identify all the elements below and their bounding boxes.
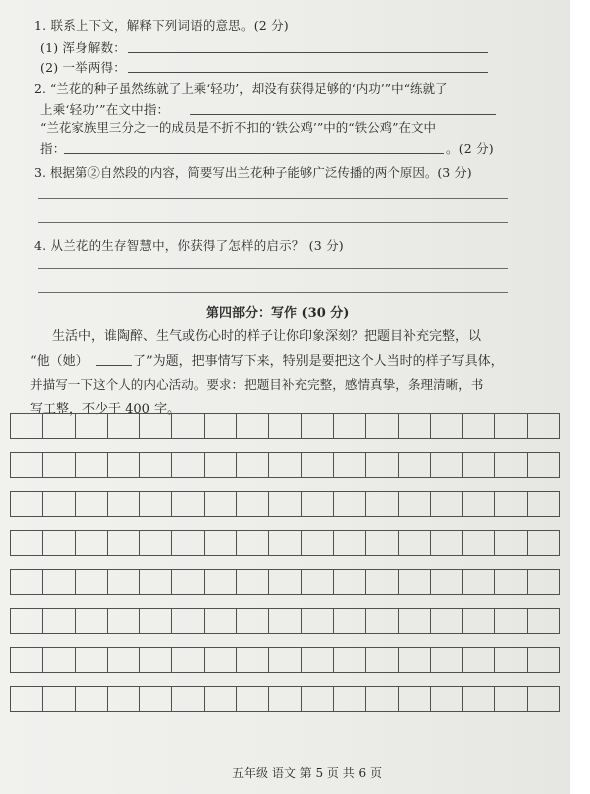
grid-cell[interactable] [431,492,463,516]
answer-line-2-2[interactable] [64,153,444,154]
grid-cell[interactable] [366,648,398,672]
grid-row [10,530,560,556]
grid-cell[interactable] [237,531,269,555]
question-2-line-3: “兰花家族里三分之一的成员是不折不扣的‘铁公鸡’”中的“铁公鸡”在文中 [40,120,437,135]
grid-cell[interactable] [495,531,527,555]
grid-cell[interactable] [334,414,366,438]
writing-section-heading: 第四部分：写作 (30 分) [206,306,350,321]
grid-cell[interactable] [528,687,560,711]
grid-cell[interactable] [495,414,527,438]
grid-cell[interactable] [140,414,172,438]
grid-cell[interactable] [399,453,431,477]
grid-cell[interactable] [463,687,495,711]
grid-cell[interactable] [399,414,431,438]
question-1-item-2: (2) 一举两得： [40,60,126,75]
grid-cell[interactable] [172,687,204,711]
grid-cell[interactable] [76,609,108,633]
grid-cell[interactable] [463,609,495,633]
grid-cell[interactable] [431,609,463,633]
grid-cell[interactable] [76,492,108,516]
grid-cell[interactable] [108,609,140,633]
grid-cell[interactable] [366,414,398,438]
composition-grid[interactable] [10,413,560,723]
grid-cell[interactable] [463,492,495,516]
grid-cell[interactable] [140,531,172,555]
grid-cell[interactable] [269,648,301,672]
grid-cell[interactable] [43,492,75,516]
writing-prompt-line-2b: 了”为题，把事情写下来，特别是要把这个人当时的样子写具体， [133,354,504,369]
grid-cell[interactable] [431,648,463,672]
grid-row [10,491,560,517]
grid-cell[interactable] [205,609,237,633]
grid-row [10,569,560,595]
question-1-item-1: (1) 浑身解数： [40,40,126,55]
grid-row [10,413,560,439]
grid-cell[interactable] [463,453,495,477]
writing-prompt-line-3: 并描写一下这个人的内心活动。要求：把题目补充完整，感情真挚，条理清晰，书 [30,377,484,392]
grid-cell[interactable] [302,453,334,477]
grid-cell[interactable] [495,648,527,672]
grid-cell[interactable] [108,453,140,477]
grid-cell[interactable] [172,609,204,633]
grid-cell[interactable] [205,570,237,594]
question-2-line-4-label: 指： [40,141,66,156]
grid-cell[interactable] [205,414,237,438]
title-blank[interactable] [96,365,132,366]
grid-cell[interactable] [108,570,140,594]
grid-cell[interactable] [43,570,75,594]
grid-cell[interactable] [205,648,237,672]
grid-cell[interactable] [334,570,366,594]
grid-cell[interactable] [302,570,334,594]
question-2-line-2: 上乘‘轻功’”在文中指： [40,102,170,117]
grid-cell[interactable] [495,453,527,477]
grid-cell[interactable] [269,453,301,477]
grid-cell[interactable] [495,570,527,594]
grid-cell[interactable] [237,687,269,711]
grid-cell[interactable] [366,492,398,516]
grid-cell[interactable] [399,492,431,516]
grid-cell[interactable] [172,414,204,438]
grid-cell[interactable] [237,570,269,594]
grid-cell[interactable] [366,609,398,633]
grid-cell[interactable] [237,609,269,633]
grid-cell[interactable] [528,414,560,438]
question-2-line-1: 2. “兰花的种子虽然练就了上乘‘轻功’，却没有获得足够的‘内功’”中“练就了 [34,81,448,96]
answer-line-3-2[interactable] [38,222,508,223]
grid-cell[interactable] [172,648,204,672]
grid-cell[interactable] [399,570,431,594]
grid-cell[interactable] [205,687,237,711]
grid-cell[interactable] [528,648,560,672]
grid-cell[interactable] [269,609,301,633]
grid-cell[interactable] [237,453,269,477]
grid-cell[interactable] [140,687,172,711]
answer-line-2-1[interactable] [190,114,496,115]
grid-cell[interactable] [108,687,140,711]
grid-cell[interactable] [108,648,140,672]
grid-cell[interactable] [302,648,334,672]
grid-cell[interactable] [172,453,204,477]
grid-cell[interactable] [108,531,140,555]
grid-cell[interactable] [76,531,108,555]
grid-cell[interactable] [528,609,560,633]
grid-cell[interactable] [76,687,108,711]
grid-cell[interactable] [269,414,301,438]
grid-cell[interactable] [528,492,560,516]
grid-cell[interactable] [43,414,75,438]
grid-cell[interactable] [76,414,108,438]
answer-line-1-1[interactable] [128,52,488,53]
grid-cell[interactable] [334,453,366,477]
grid-cell[interactable] [463,531,495,555]
grid-cell[interactable] [334,687,366,711]
grid-cell[interactable] [140,570,172,594]
grid-cell[interactable] [495,687,527,711]
grid-cell[interactable] [302,609,334,633]
question-1-title: 1. 联系上下文，解释下列词语的意思。(2 分) [34,18,289,33]
writing-prompt-line-1: 生活中，谁陶醉、生气或伤心时的样子让你印象深刻？把题目补充完整，以 [52,329,482,344]
grid-cell[interactable] [366,531,398,555]
grid-cell[interactable] [463,648,495,672]
question-3-title: 3. 根据第②自然段的内容，简要写出兰花种子能够广泛传播的两个原因。(3 分) [34,165,472,180]
grid-cell[interactable] [302,492,334,516]
grid-cell[interactable] [10,648,43,672]
grid-cell[interactable] [334,492,366,516]
grid-cell[interactable] [463,570,495,594]
grid-cell[interactable] [10,570,43,594]
grid-cell[interactable] [495,609,527,633]
grid-cell[interactable] [43,648,75,672]
grid-row [10,647,560,673]
writing-prompt-line-4: 写工整，不少于 400 字。 [30,402,181,417]
answer-line-1-2[interactable] [128,72,488,73]
grid-cell[interactable] [269,570,301,594]
grid-cell[interactable] [302,414,334,438]
grid-cell[interactable] [140,648,172,672]
grid-cell[interactable] [269,687,301,711]
grid-cell[interactable] [399,531,431,555]
grid-cell[interactable] [76,453,108,477]
grid-cell[interactable] [10,687,43,711]
question-2-score: 。(2 分) [446,141,494,156]
grid-cell[interactable] [463,414,495,438]
grid-cell[interactable] [399,609,431,633]
writing-prompt-line-2a: “他（她） [30,354,89,369]
grid-cell[interactable] [431,453,463,477]
grid-cell[interactable] [205,453,237,477]
grid-cell[interactable] [528,570,560,594]
grid-cell[interactable] [172,570,204,594]
page-footer: 五年级 语文 第 5 页 共 6 页 [232,766,382,780]
grid-cell[interactable] [237,492,269,516]
grid-cell[interactable] [334,609,366,633]
grid-cell[interactable] [10,414,43,438]
grid-cell[interactable] [528,453,560,477]
grid-cell[interactable] [431,414,463,438]
grid-cell[interactable] [302,531,334,555]
question-4-title: 4. 从兰花的生存智慧中，你获得了怎样的启示？ (3 分) [34,238,344,253]
grid-cell[interactable] [495,492,527,516]
grid-cell[interactable] [76,570,108,594]
grid-cell[interactable] [140,453,172,477]
grid-cell[interactable] [269,531,301,555]
grid-cell[interactable] [334,648,366,672]
grid-cell[interactable] [366,570,398,594]
grid-cell[interactable] [10,492,43,516]
grid-cell[interactable] [10,609,43,633]
grid-cell[interactable] [172,492,204,516]
grid-cell[interactable] [10,531,43,555]
grid-cell[interactable] [399,648,431,672]
grid-row [10,686,560,712]
grid-cell[interactable] [10,453,43,477]
grid-row [10,452,560,478]
grid-cell[interactable] [366,687,398,711]
grid-cell[interactable] [108,414,140,438]
grid-cell[interactable] [302,687,334,711]
grid-cell[interactable] [431,570,463,594]
grid-cell[interactable] [140,609,172,633]
grid-cell[interactable] [43,687,75,711]
grid-cell[interactable] [269,492,301,516]
answer-line-4-2[interactable] [38,292,508,293]
grid-cell[interactable] [237,414,269,438]
grid-cell[interactable] [108,492,140,516]
grid-cell[interactable] [43,453,75,477]
grid-cell[interactable] [140,492,172,516]
grid-cell[interactable] [399,687,431,711]
grid-cell[interactable] [205,531,237,555]
answer-line-3-1[interactable] [38,198,508,199]
grid-cell[interactable] [205,492,237,516]
grid-cell[interactable] [43,531,75,555]
grid-cell[interactable] [237,648,269,672]
answer-line-4-1[interactable] [38,268,508,269]
grid-cell[interactable] [76,648,108,672]
grid-cell[interactable] [334,531,366,555]
grid-cell[interactable] [43,609,75,633]
grid-cell[interactable] [366,453,398,477]
grid-cell[interactable] [172,531,204,555]
grid-cell[interactable] [431,531,463,555]
grid-cell[interactable] [528,531,560,555]
grid-row [10,608,560,634]
grid-cell[interactable] [431,687,463,711]
